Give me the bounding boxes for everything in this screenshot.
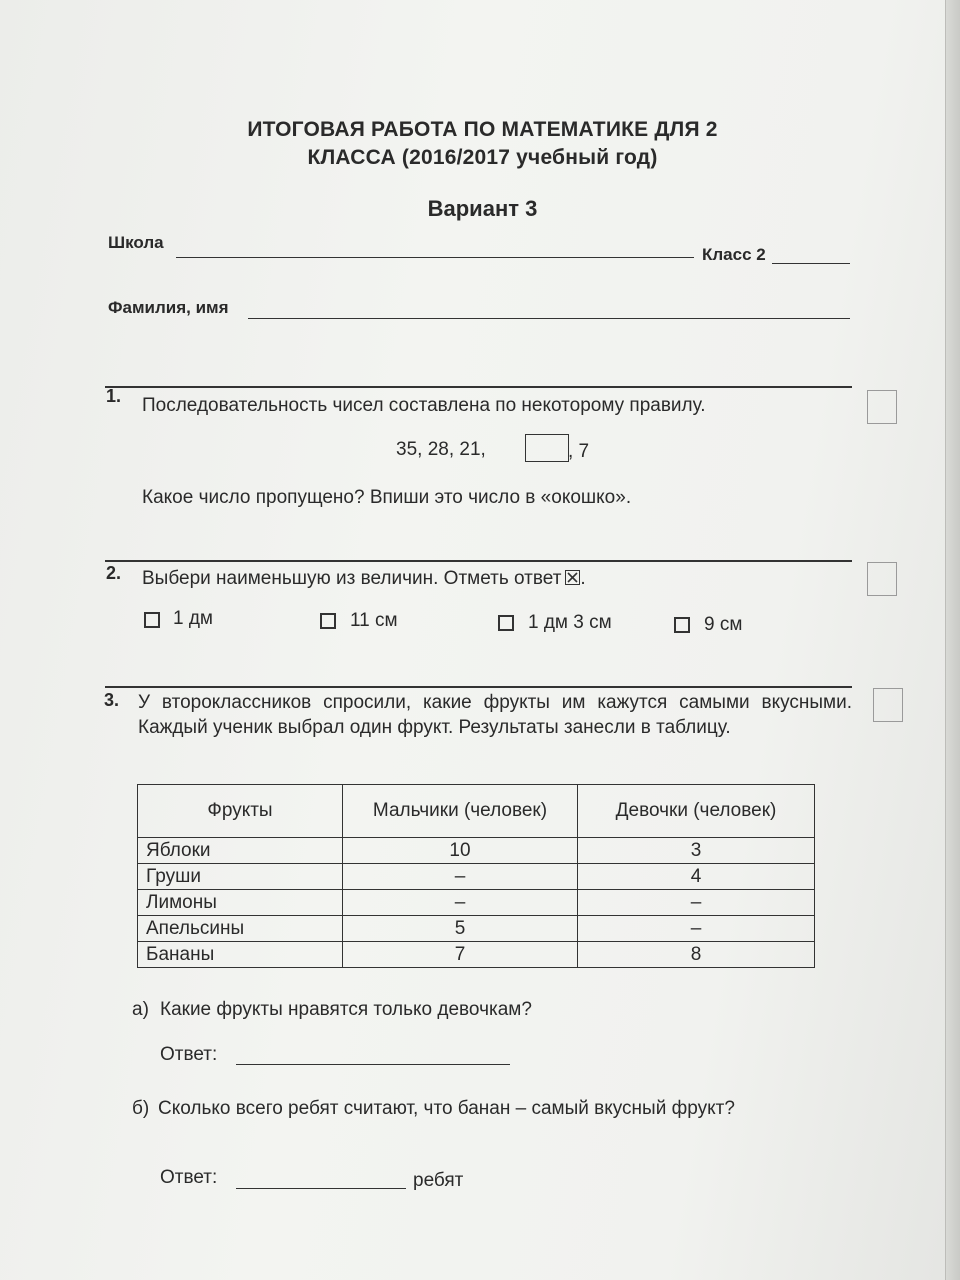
q1-question: Какое число пропущено? Впиши это число в «окошко».	[142, 487, 632, 508]
separator-q1	[105, 386, 852, 388]
table-cell-girls: 8	[578, 942, 815, 968]
q1-answer-box[interactable]	[525, 434, 569, 462]
table-header-row	[138, 785, 815, 838]
fruits-table	[137, 784, 815, 968]
q3-number: 3.	[104, 690, 120, 710]
table-row	[138, 916, 815, 942]
q2-option-4-checkbox[interactable]	[674, 617, 690, 633]
q2-option-1-label: 1 дм	[173, 608, 213, 629]
table-cell-boys: 5	[343, 916, 578, 942]
q3-part-a-label: а)	[132, 999, 149, 1020]
table-cell-fruit: Апельсины	[138, 916, 343, 942]
q2-option-4-label: 9 см	[704, 614, 743, 635]
q1-sequence-before: 35, 28, 21,	[396, 439, 486, 460]
name-field[interactable]	[248, 318, 850, 319]
class-label: Класс 2	[702, 245, 766, 264]
table-cell-fruit: Лимоны	[138, 890, 343, 916]
table-row	[138, 942, 815, 968]
table-cell-fruit: Груши	[138, 864, 343, 890]
table-row	[138, 838, 815, 864]
q2-option-2-label: 11 см	[350, 610, 398, 631]
q1-score-box[interactable]	[867, 390, 897, 424]
q3-part-b-label: б)	[132, 1098, 150, 1119]
q3-score-box[interactable]	[873, 688, 903, 722]
q3-part-b-unit: ребят	[413, 1170, 464, 1191]
q3-part-b-question: Сколько всего ребят считают, что банан – самый вкусный фрукт?	[158, 1098, 735, 1119]
table-cell-girls: –	[578, 890, 815, 916]
school-label: Школа	[108, 233, 164, 252]
table-cell-boys: –	[343, 890, 578, 916]
variant-heading: Вариант 3	[427, 196, 538, 221]
stacked-pages-edge	[945, 0, 960, 1280]
q1-sequence-after: , 7	[568, 441, 590, 462]
table-cell-fruit: Яблоки	[138, 838, 343, 864]
q2-text: Выбери наименьшую из величин. Отметь ответ	[142, 568, 562, 589]
q3-part-a-answer-label: Ответ:	[160, 1044, 218, 1065]
table-cell-boys: 10	[343, 838, 578, 864]
q1-number: 1.	[106, 386, 122, 406]
separator-q2	[105, 560, 852, 562]
q3-part-b-answer-label: Ответ:	[160, 1167, 218, 1188]
title-line-1: ИТОГОВАЯ РАБОТА ПО МАТЕМАТИКЕ ДЛЯ 2	[247, 118, 718, 141]
table-cell-fruit: Бананы	[138, 942, 343, 968]
q1-text: Последовательность чисел составлена по некоторому правилу.	[142, 395, 706, 416]
q3-part-a-answer-field[interactable]	[236, 1064, 510, 1065]
q2-score-box[interactable]	[867, 562, 897, 596]
table-header-girls: Девочки (человек)	[578, 785, 815, 838]
table-cell-boys: 7	[343, 942, 578, 968]
q2-option-1-checkbox[interactable]	[144, 612, 160, 628]
q2-number: 2.	[106, 563, 122, 583]
table-cell-girls: 3	[578, 838, 815, 864]
checked-box-icon	[565, 570, 580, 585]
table-header-boys: Мальчики (человек)	[343, 785, 578, 838]
q3-text: У второклассников спросили, какие фрукты им кажутся самыми вкусными. Каждый ученик выбрал один фрукт. Результаты занесли в таблицу.	[138, 692, 852, 738]
separator-q3	[105, 686, 852, 688]
q3-part-a-question: Какие фрукты нравятся только девочкам?	[160, 999, 532, 1020]
q3-part-b-answer-field[interactable]	[236, 1188, 406, 1189]
table-row	[138, 890, 815, 916]
q2-option-3-label: 1 дм 3 см	[528, 612, 612, 633]
q2-text-wrap: Выбери наименьшую из величин. Отметь ответ .	[142, 568, 586, 589]
school-field[interactable]	[176, 257, 694, 258]
table-cell-boys: –	[343, 864, 578, 890]
class-field[interactable]	[772, 263, 850, 264]
table-cell-girls: –	[578, 916, 815, 942]
table-cell-girls: 4	[578, 864, 815, 890]
table-header-fruits: Фрукты	[138, 785, 343, 838]
title-line-2: КЛАССА (2016/2017 учебный год)	[307, 146, 658, 169]
name-label: Фамилия, имя	[108, 298, 229, 317]
q2-option-3-checkbox[interactable]	[498, 615, 514, 631]
q2-option-2-checkbox[interactable]	[320, 613, 336, 629]
table-row	[138, 864, 815, 890]
